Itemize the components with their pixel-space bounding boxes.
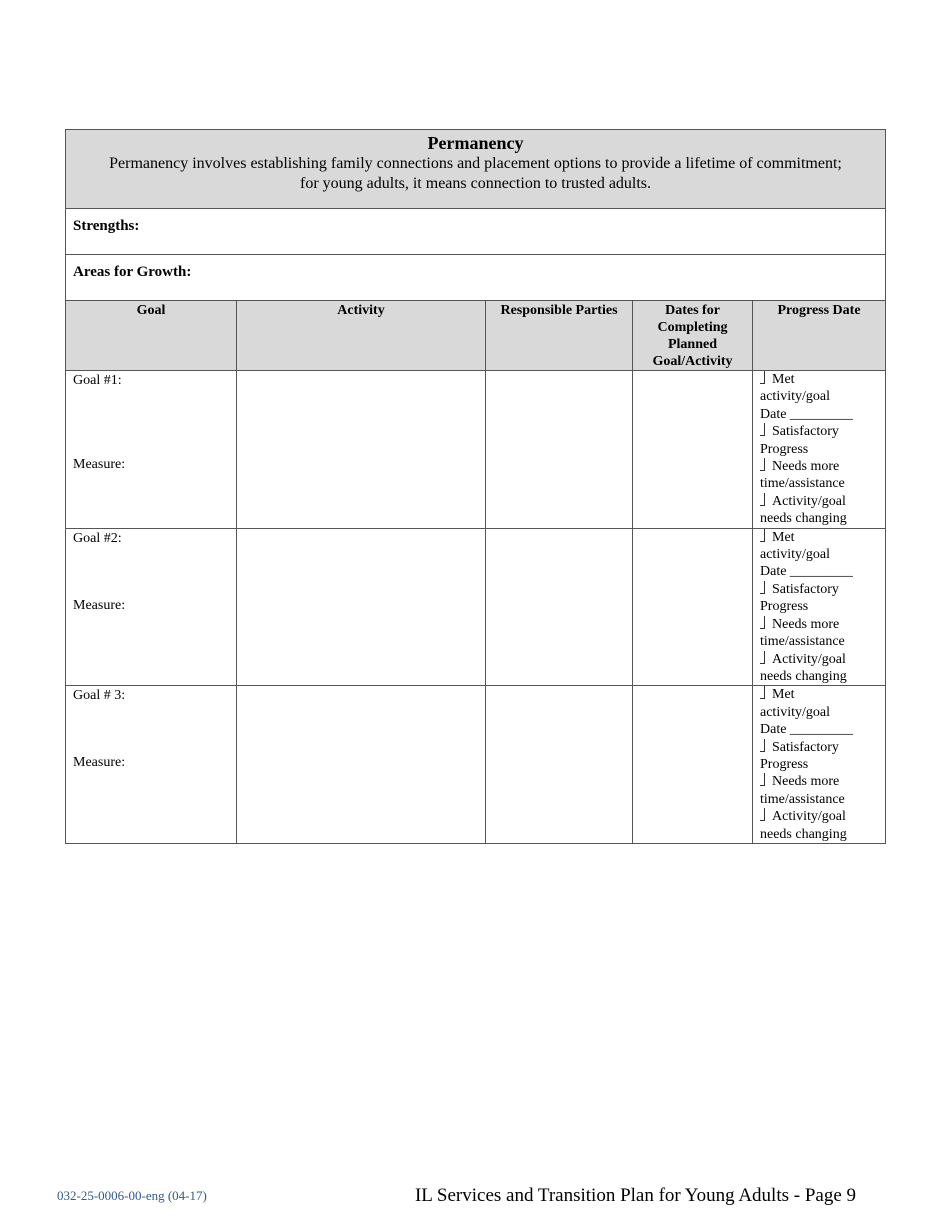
needs-more-label: Needs more [772,459,840,475]
form-number: 032-25-0006-00-eng (04-17) [57,1188,207,1203]
needs-changing-checkbox[interactable] [760,808,765,821]
satisfactory-label: Satisfactory [772,739,839,755]
goal-label: Goal #1: [73,373,122,388]
dates-header-line2: Completing [657,320,728,335]
progress-cell [753,371,886,529]
areas-for-growth-field[interactable] [66,255,886,301]
needs-more-checkbox[interactable] [760,616,765,629]
dates-header-line4: Goal/Activity [652,354,733,369]
dates-header-line3: Planned [667,337,717,352]
measure-label: Measure: [73,755,126,771]
met-label: Met [772,687,795,703]
needs-changing-checkbox[interactable] [760,651,765,664]
section-title: Permanency [427,133,524,153]
satisfactory-label: Satisfactory [772,581,839,597]
satisfactory-checkbox[interactable] [760,739,765,752]
section-description [66,154,885,194]
responsible-parties-cell[interactable] [486,528,633,686]
responsible-parties-cell[interactable] [486,371,633,529]
goal-label: Goal # 3: [73,688,126,704]
satisfactory-checkbox[interactable] [760,423,765,436]
date-blank[interactable]: Date _________ [760,564,853,580]
needs-changing-label: Activity/goal [772,651,846,667]
measure-label: Measure: [73,597,126,613]
page-footer-title: IL Services and Transition Plan for Young Adults - Page 9 [414,1185,856,1206]
met-label-cont: activity/goal [760,704,830,720]
needs-more-label-cont: time/assistance [760,634,845,650]
needs-changing-label-cont: needs changing [760,511,847,527]
needs-changing-label-cont: needs changing [760,826,847,842]
strengths-label: Strengths: [73,218,140,234]
table-row [66,528,886,686]
needs-more-checkbox[interactable] [760,458,765,471]
needs-changing-checkbox[interactable] [760,493,765,506]
satisfactory-label: Satisfactory [772,424,839,440]
section-header [66,130,886,209]
goal-cell[interactable] [66,686,237,844]
satisfactory-label-cont: Progress [760,599,809,615]
met-label: Met [772,529,795,545]
dates-header-line1: Dates for [665,303,720,318]
satisfactory-label-cont: Progress [760,441,809,457]
met-label-cont: activity/goal [760,389,830,405]
needs-more-label: Needs more [772,616,840,632]
permanency-table [65,129,886,844]
dates-cell[interactable] [633,686,753,844]
strengths-field[interactable] [66,209,886,255]
met-checkbox[interactable] [760,529,765,542]
column-header-goal: Goal [66,301,237,371]
met-label: Met [772,372,795,387]
measure-label: Measure: [73,457,126,472]
needs-changing-label: Activity/goal [772,809,846,825]
goal-cell[interactable] [66,528,237,686]
column-header-dates [633,301,753,371]
needs-more-label: Needs more [772,774,840,790]
column-header-responsible-parties: Responsible Parties [486,301,633,371]
needs-changing-label: Activity/goal [772,493,846,509]
responsible-parties-cell[interactable] [486,686,633,844]
section-description-line1: Permanency involves establishing family connections and placement options to provide a lifetime of commitment; [109,155,842,172]
goal-label: Goal #2: [73,530,122,546]
dates-cell[interactable] [633,528,753,686]
table-row [66,371,886,529]
needs-more-label-cont: time/assistance [760,476,845,492]
needs-more-checkbox[interactable] [760,773,765,786]
activity-cell[interactable] [237,371,486,529]
activity-cell[interactable] [237,528,486,686]
date-blank[interactable]: Date _________ [760,406,853,422]
column-header-progress-date: Progress Date [753,301,886,371]
satisfactory-label-cont: Progress [760,756,809,772]
section-description-line2: for young adults, it means connection to trusted adults. [299,175,652,192]
progress-cell [753,528,886,686]
satisfactory-checkbox[interactable] [760,581,765,594]
areas-for-growth-label: Areas for Growth: [73,264,192,280]
met-checkbox[interactable] [760,686,765,699]
dates-cell[interactable] [633,371,753,529]
date-blank[interactable]: Date _________ [760,722,853,738]
met-checkbox[interactable] [760,371,765,384]
needs-changing-label-cont: needs changing [760,668,847,684]
progress-cell [753,686,886,844]
needs-more-label-cont: time/assistance [760,791,845,807]
activity-cell[interactable] [237,686,486,844]
table-row [66,686,886,844]
column-header-activity: Activity [237,301,486,371]
met-label-cont: activity/goal [760,547,830,563]
goal-cell[interactable] [66,371,237,529]
